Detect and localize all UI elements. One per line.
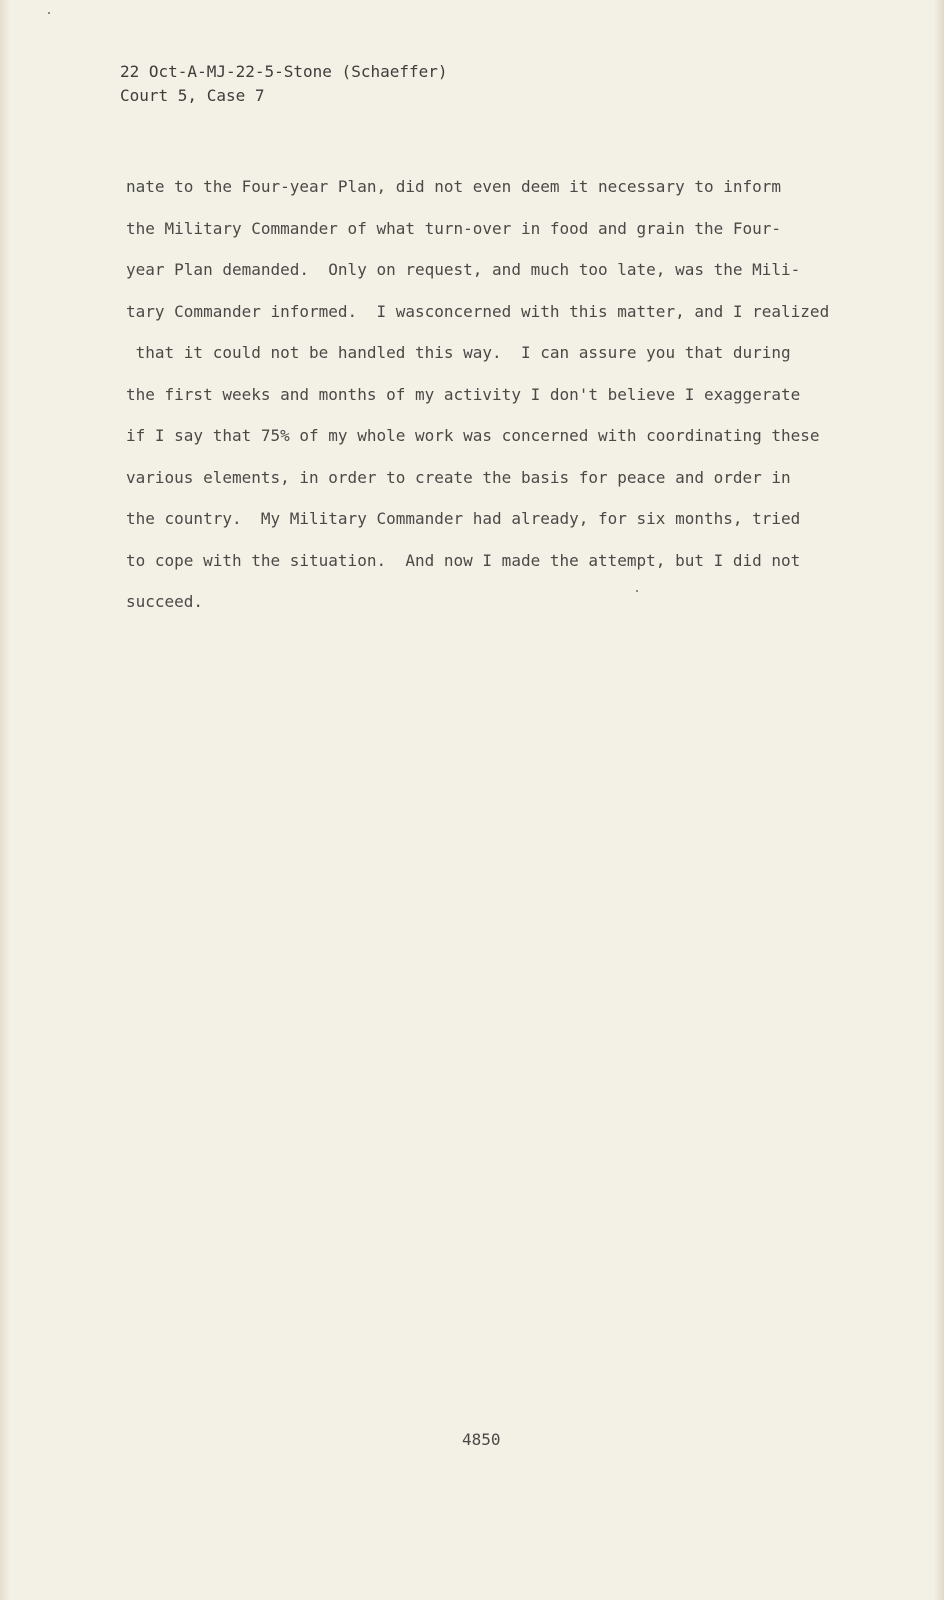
document-header <box>120 60 448 108</box>
body-line: to cope with the situation. And now I made the attempt, but I did not <box>126 550 801 570</box>
body-line: tary Commander informed. I wasconcerned with this matter, and I realized <box>126 301 830 321</box>
body-line: nate to the Four-year Plan, did not even deem it necessary to inform <box>126 177 782 196</box>
transcript-body <box>126 174 866 631</box>
paper-speck <box>48 12 50 14</box>
body-line: succeed. <box>126 592 204 611</box>
body-line: the first weeks and months of my activity I don't believe I exaggerate <box>126 384 801 404</box>
header-reference-line: 22 Oct-A-MJ-22-5-Stone (Schaeffer) <box>120 62 448 81</box>
body-line: the Military Commander of what turn-over in food and grain the Four- <box>126 218 782 238</box>
header-court-line: Court 5, Case 7 <box>120 86 265 105</box>
body-line: that it could not be handled this way. I can assure you that during <box>126 343 791 362</box>
body-line: year Plan demanded. Only on request, and much too late, was the Mili- <box>126 260 801 279</box>
page-number: 4850 <box>462 1430 501 1449</box>
body-line: if I say that 75% of my whole work was concerned with coordinating these <box>126 426 820 445</box>
paper-speck <box>636 590 638 592</box>
body-line: various elements, in order to create the basis for peace and order in <box>126 467 791 487</box>
body-line: the country. My Military Commander had already, for six months, tried <box>126 509 801 528</box>
